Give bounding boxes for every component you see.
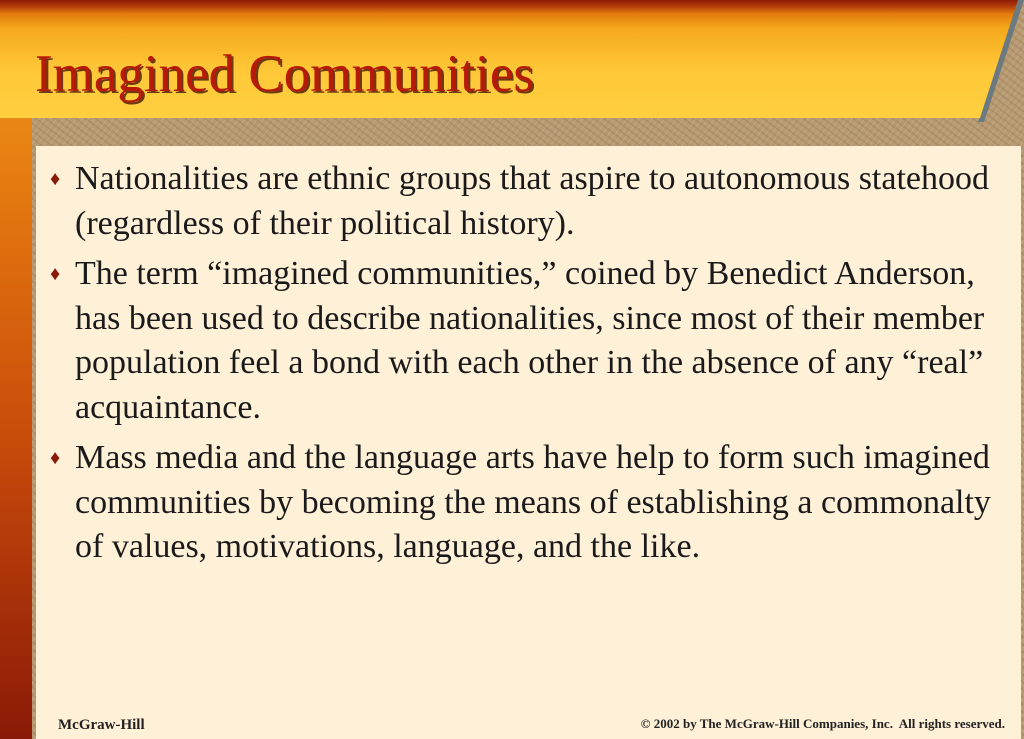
bullet-item — [50, 252, 1010, 430]
slide-title: Imagined Communities — [35, 45, 535, 103]
bullet-text: Nationalities are ethnic groups that aspire to autonomous statehood (regardless of their political history). — [75, 160, 989, 242]
diamond-icon: ♦ — [50, 168, 61, 190]
bullet-item — [50, 436, 1010, 570]
diamond-icon: ♦ — [50, 263, 61, 285]
diamond-icon: ♦ — [50, 447, 61, 469]
bullet-list — [50, 157, 1010, 576]
footer-publisher: McGraw-Hill — [58, 717, 145, 733]
bullet-item — [50, 157, 1010, 246]
bullet-text: The term “imagined communities,” coined by Benedict Anderson, has been used to describe nationalities, since most of their member population feel a bond with each other in the absence of any “real” acquaintance. — [75, 255, 985, 426]
footer-copyright: © 2002 by The McGraw-Hill Companies, Inc. All rights reserved. — [640, 716, 1005, 731]
bullet-text: Mass media and the language arts have help to form such imagined communities by becoming the means of establishing a commonalty of values, motivations, language, and the like. — [75, 439, 991, 565]
